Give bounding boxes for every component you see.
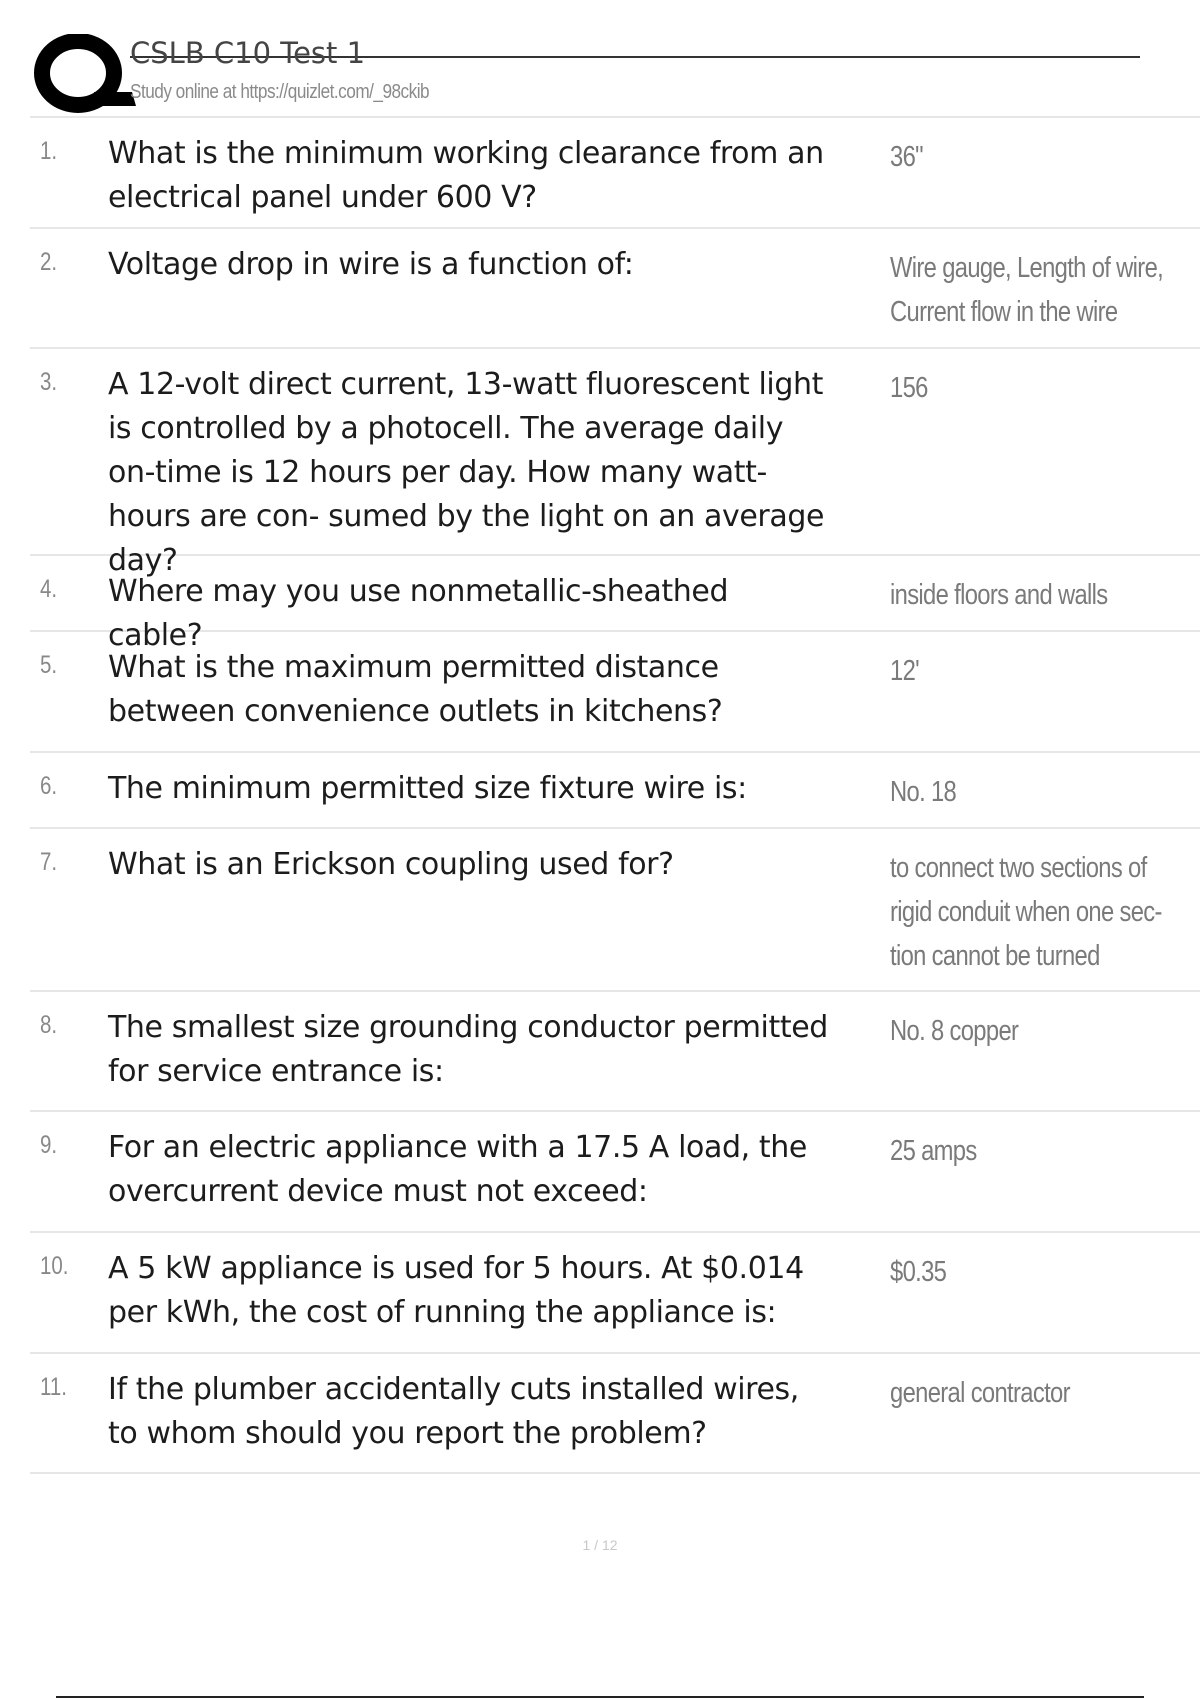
card-number: 10. [40, 1252, 69, 1280]
document-title: CSLB C10 Test 1 [130, 36, 366, 70]
page-indicator: 1 / 12 [582, 1537, 618, 1553]
flashcard-row [30, 118, 1200, 229]
card-definition: inside floors and walls [890, 579, 1108, 611]
flashcard-row [30, 556, 1200, 653]
flashcard-row [30, 829, 1200, 992]
card-term: For an electric appliance with a 17.5 A load, the overcurrent device must not exceed: [108, 1130, 807, 1209]
card-term: What is the maximum permitted distance between convenience outlets in kitchens? [108, 650, 723, 729]
card-number: 7. [40, 848, 58, 876]
card-definition: $0.35 [890, 1256, 947, 1288]
card-number: 4. [40, 575, 58, 603]
card-number: 9. [40, 1131, 58, 1159]
card-number: 2. [40, 248, 58, 276]
card-term: What is the minimum working clearance from an electrical panel under 600 V? [108, 136, 824, 215]
card-definition: Wire gauge, Length of wire, Current flow in the wire [890, 252, 1164, 328]
card-term: What is an Erickson coupling used for? [108, 847, 674, 882]
flashcard-row [30, 229, 1200, 349]
study-online-link-text: Study online at https://quizlet.com/_98ckib [130, 81, 430, 103]
flashcard-list [30, 116, 1200, 1474]
footer-rule [56, 1696, 1144, 1698]
card-definition: 12' [890, 655, 920, 687]
flashcard-row [30, 349, 1200, 578]
card-definition: No. 8 copper [890, 1015, 1019, 1047]
card-number: 6. [40, 772, 58, 800]
flashcard-row [30, 1354, 1200, 1474]
card-number: 11. [40, 1373, 67, 1401]
card-term: A 5 kW appliance is used for 5 hours. At $0.014 per kWh, the cost of running the appliance is: [108, 1251, 804, 1330]
flashcard-row [30, 753, 1200, 829]
flashcard-row [30, 1233, 1200, 1354]
card-definition: 36" [890, 141, 923, 173]
card-term: The minimum permitted size fixture wire is: [108, 771, 747, 806]
flashcard-row [30, 1112, 1200, 1233]
card-term: If the plumber accidentally cuts installed wires, to whom should you report the problem? [108, 1372, 799, 1451]
card-definition: general contractor [890, 1377, 1070, 1409]
document-header [30, 30, 1140, 116]
card-number: 5. [40, 651, 58, 679]
card-number: 8. [40, 1011, 58, 1039]
card-number: 3. [40, 368, 58, 396]
card-definition: No. 18 [890, 776, 957, 808]
card-definition: 25 amps [890, 1135, 977, 1167]
card-definition: 156 [890, 372, 928, 404]
flashcard-row [30, 632, 1200, 753]
card-number: 1. [40, 137, 58, 165]
card-term: The smallest size grounding conductor permitted for service entrance is: [108, 1010, 828, 1089]
card-term: Voltage drop in wire is a function of: [108, 247, 634, 282]
card-definition: to connect two sections of rigid conduit when one sec- tion cannot be turned [890, 852, 1162, 972]
card-term: Where may you use nonmetallic-sheathed cable? [108, 574, 729, 653]
flashcard-row [30, 992, 1200, 1112]
card-term: A 12-volt direct current, 13-watt fluorescent light is controlled by a photocell. The average daily on-time is 12 hours per day. How many watt-hours are con- sumed by the light on an average day? [108, 367, 825, 578]
quizlet-logo-icon [32, 34, 140, 116]
